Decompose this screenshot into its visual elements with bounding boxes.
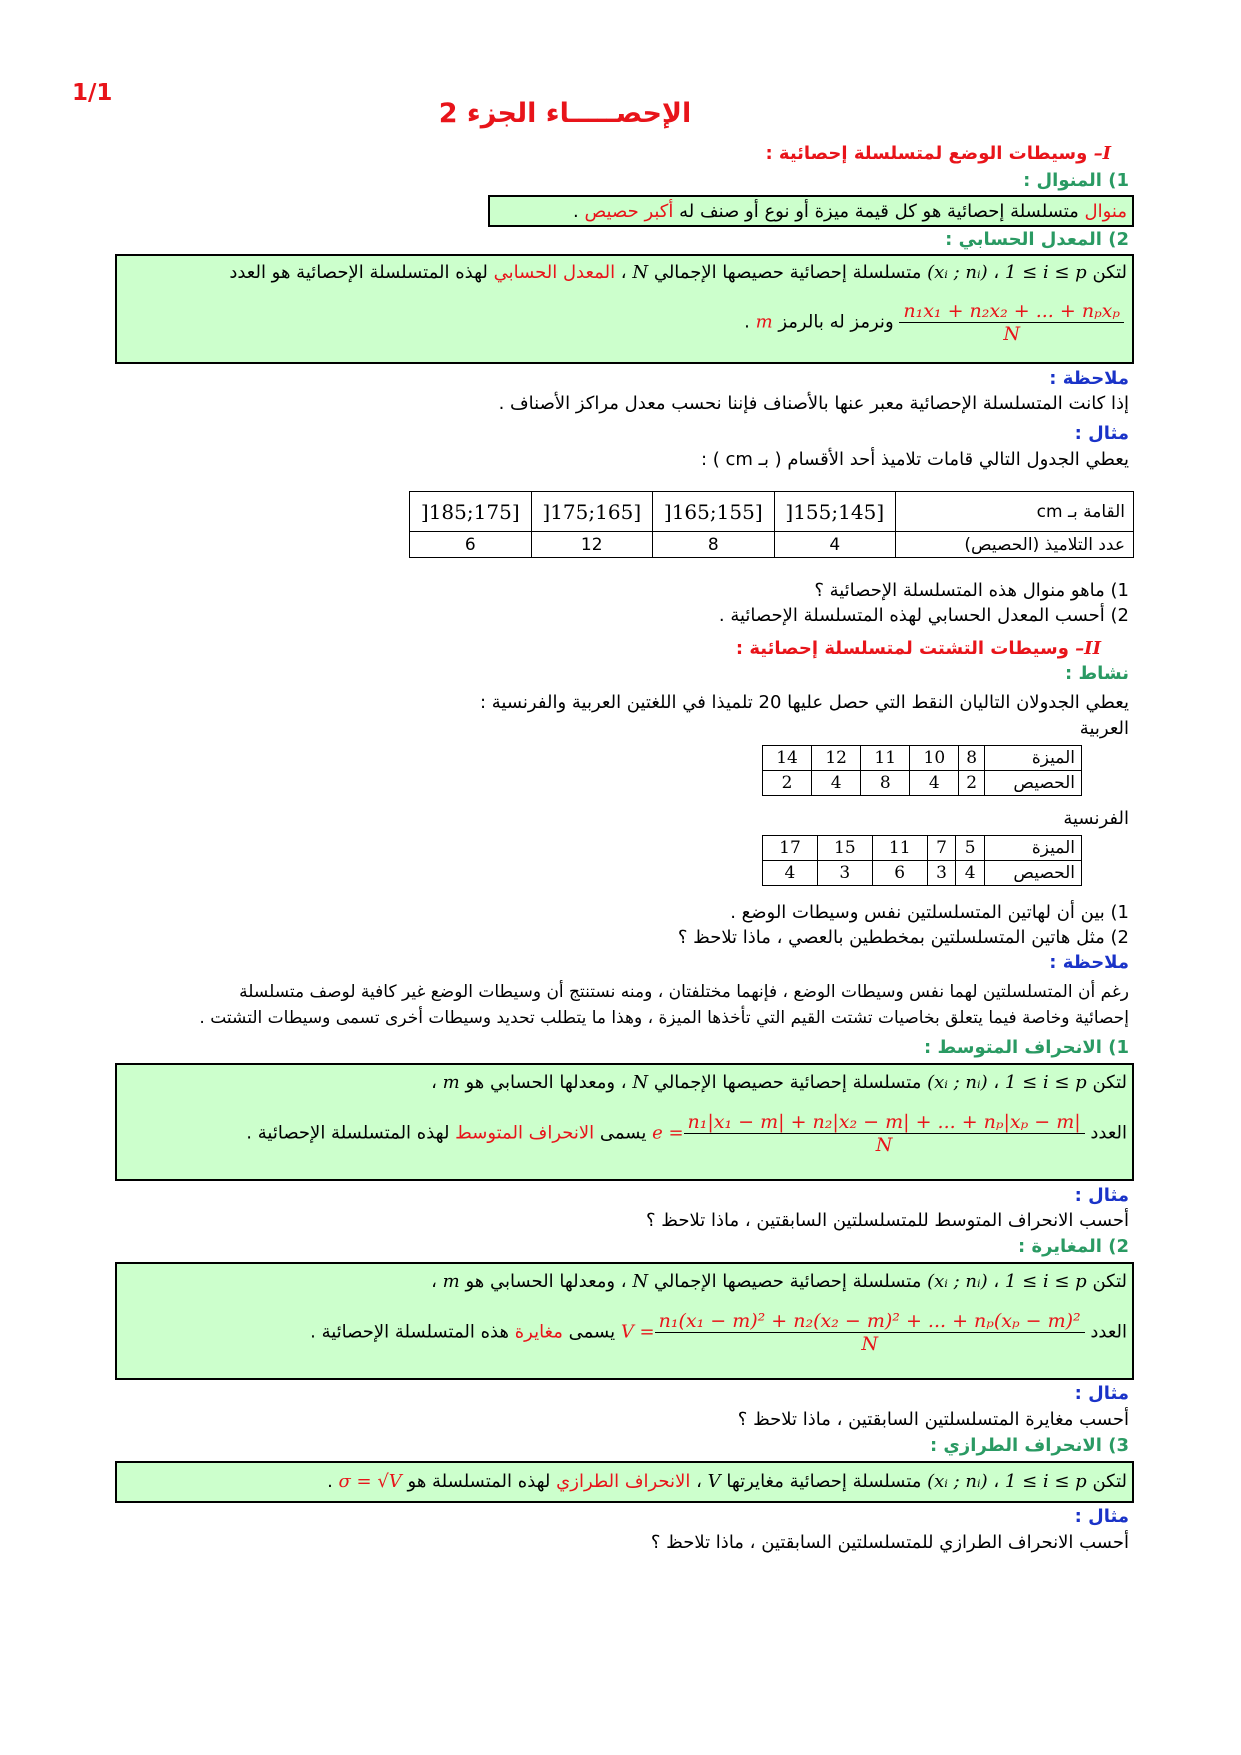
mean-formula-denominator: N <box>1003 323 1020 345</box>
mean-text-c: ، <box>615 262 633 283</box>
mad-line-1: لتكن (xᵢ ; nᵢ) ، 1 ≤ i ≤ p متسلسلة إحصائية حصيصها الإجمالي N ، ومعدلها الحسابي هو m ، <box>431 1072 1127 1093</box>
example-3-heading: مثال : <box>1074 1383 1129 1404</box>
variance-term: مغايرة <box>514 1321 563 1343</box>
heights-table-label-2: عدد التلاميذ (الحصيص) <box>896 532 1134 558</box>
std-text-b: متسلسلة إحصائية مغايرتها <box>720 1471 928 1492</box>
value-cell: 14 <box>763 746 812 771</box>
count-cell: 4 <box>774 532 896 558</box>
note-1-heading: ملاحظة : <box>1049 368 1129 389</box>
value-cell: 12 <box>812 746 861 771</box>
pair-symbol: (xᵢ ; nᵢ) <box>927 1271 988 1292</box>
variance-text-g: هذه المتسلسلة الإحصائية . <box>310 1321 515 1343</box>
example-2-text: أحسب الانحراف المتوسط للمتسلسلتين السابقتين ، ماذا تلاحظ ؟ <box>646 1210 1129 1231</box>
mad-formula-denominator: N <box>875 1134 893 1156</box>
variance-line-2 <box>310 1310 1127 1355</box>
mad-term: الانحراف المتوسط <box>455 1122 595 1144</box>
count-cell: 4 <box>956 861 985 886</box>
mean-term: المعدل الحسابي <box>493 262 616 283</box>
variance-line-1: لتكن (xᵢ ; nᵢ) ، 1 ≤ i ≤ p متسلسلة إحصائية حصيصها الإجمالي N ، ومعدلها الحسابي هو m ، <box>431 1271 1127 1292</box>
count-cell: 3 <box>927 861 956 886</box>
mad-formula <box>684 1111 1085 1156</box>
variance-lhs: V = <box>620 1321 655 1343</box>
page-number: 1/1 <box>72 80 113 106</box>
mode-text: متسلسلة إحصائية هو كل قيمة ميزة أو نوع أو صنف له <box>673 201 1085 222</box>
variance-formula-numerator: n₁(x₁ − m)² + n₂(x₂ − m)² + ... + nₚ(xₚ − m)² <box>655 1310 1085 1333</box>
value-cell: 15 <box>817 836 872 861</box>
value-cell: 11 <box>861 746 910 771</box>
count-cell: 4 <box>910 771 959 796</box>
section-2-number: II– <box>1075 638 1101 659</box>
value-cell: 5 <box>956 836 985 861</box>
example-1-heading: مثال : <box>1074 423 1129 444</box>
mad-heading: 1) الانحراف المتوسط : <box>924 1037 1129 1058</box>
std-text-d: لهذه المتسلسلة هو <box>401 1471 557 1492</box>
question-2: 2) أحسب المعدل الحسابي لهذه المتسلسلة الإحصائية . <box>718 605 1129 626</box>
french-table-row-counts <box>763 861 1082 886</box>
mean-formula <box>899 300 1124 345</box>
n-symbol: N <box>632 1271 649 1292</box>
mean-formula-numerator: n₁x₁ + n₂x₂ + ... + nₚxₚ <box>899 300 1124 323</box>
mode-definition-box <box>488 195 1134 227</box>
mode-definition <box>573 201 1127 222</box>
variance-formula <box>655 1310 1085 1355</box>
variance-definition-box <box>115 1262 1134 1380</box>
n-symbol: N <box>632 1072 649 1093</box>
std-line: لتكن (xᵢ ; nᵢ) ، 1 ≤ i ≤ p متسلسلة إحصائية مغايرتها V ، الانحراف الطرازي لهذه المتسلسلة هو σ = √V . <box>327 1471 1127 1492</box>
range-symbol: 1 ≤ i ≤ p <box>1004 262 1087 283</box>
range-symbol: 1 ≤ i ≤ p <box>1004 1072 1087 1093</box>
class-cell: [145;155[ <box>774 492 896 532</box>
std-formula: σ = √V <box>338 1471 402 1492</box>
count-cell: 6 <box>872 861 927 886</box>
note-2-line-2: إحصائية وخاصة فيما يتعلق بخاصيات تشتت القيم التي تأخذها الميزة ، وهذا ما يتطلب تحديد وسيطات أخرى تسمى وسيطات التشتت . <box>199 1008 1129 1028</box>
variance-text-b: متسلسلة إحصائية حصيصها الإجمالي <box>648 1271 928 1292</box>
mean-line-1: لتكن (xᵢ ; nᵢ) ، 1 ≤ i ≤ p متسلسلة إحصائية حصيصها الإجمالي N ، المعدل الحسابي لهذه المتسلسلة الإحصائية هو العدد <box>229 262 1127 283</box>
count-cell: 2 <box>763 771 812 796</box>
question-1: 1) ماهو منوال هذه المتسلسلة الإحصائية ؟ <box>814 580 1129 601</box>
mad-text-a: لتكن <box>1086 1072 1127 1093</box>
n-symbol: N <box>632 262 649 283</box>
range-symbol: 1 ≤ i ≤ p <box>1004 1471 1087 1492</box>
variance-heading: 2) المغايرة : <box>1018 1236 1129 1257</box>
class-cell: [175;185[ <box>410 492 532 532</box>
french-label: الفرنسية <box>1063 808 1129 829</box>
mad-text-g: لهذه المتسلسلة الإحصائية . <box>246 1122 456 1144</box>
count-cell: 12 <box>531 532 653 558</box>
note-2-heading: ملاحظة : <box>1049 952 1129 973</box>
std-term: الانحراف الطرازي <box>556 1471 691 1492</box>
std-end: . <box>327 1471 339 1492</box>
mad-formula-numerator: n₁|x₁ − m| + n₂|x₂ − m| + ... + nₚ|xₚ − m| <box>684 1111 1085 1134</box>
variance-text-f: يسمى <box>562 1321 621 1343</box>
value-cell: 8 <box>959 746 985 771</box>
value-cell: 10 <box>910 746 959 771</box>
activity-heading: نشاط : <box>1065 663 1129 684</box>
mad-line-2 <box>246 1111 1127 1156</box>
std-definition-box <box>115 1461 1134 1503</box>
mean-line-2 <box>744 300 1124 345</box>
class-cell: [165;175[ <box>531 492 653 532</box>
std-text-c: ، <box>690 1471 708 1492</box>
french-table-label-1: الميزة <box>985 836 1082 861</box>
std-text-a: لتكن <box>1086 1471 1127 1492</box>
variance-text-e: العدد <box>1084 1321 1127 1343</box>
mean-end: . <box>744 311 756 333</box>
arabic-table <box>762 745 1082 796</box>
count-cell: 8 <box>861 771 910 796</box>
variance-text-a: لتكن <box>1086 1271 1127 1292</box>
mad-text-d: ، <box>431 1072 443 1093</box>
m-symbol: m <box>442 1072 460 1093</box>
note-2-line-1: رغم أن المتسلسلتين لهما نفس وسيطات الوضع ، فإنهما مختلفتان ، ومنه نستنتج أن وسيطات الوضع غير كافية لوصف متسلسلة <box>239 982 1129 1002</box>
activity-text: يعطي الجدولان التاليان النقط التي حصل عليها 20 تلميذا في اللغتين العربية والفرنسية : <box>480 692 1129 713</box>
value-cell: 11 <box>872 836 927 861</box>
section-2-title: وسيطات التشتت لمتسلسلة إحصائية : <box>735 638 1076 659</box>
page-title: الإحصـــــاء الجزء 2 <box>438 98 692 129</box>
activity-question-1: 1) بين أن لهاتين المتسلسلتين نفس وسيطات الوضع . <box>730 902 1129 923</box>
mad-definition-box <box>115 1063 1134 1181</box>
mode-heading: 1) المنوال : <box>1023 170 1129 191</box>
mean-definition-box <box>115 254 1134 364</box>
mode-term: منوال <box>1084 201 1127 222</box>
example-3-text: أحسب مغايرة المتسلسلتين السابقتين ، ماذا تلاحظ ؟ <box>737 1409 1129 1430</box>
mean-text-a: لتكن <box>1086 262 1127 283</box>
example-4-heading: مثال : <box>1074 1506 1129 1527</box>
mean-text-b: متسلسلة إحصائية حصيصها الإجمالي <box>648 262 928 283</box>
mean-text-e: ونرمز له بالرمز <box>772 311 900 333</box>
french-table-label-2: الحصيص <box>985 861 1082 886</box>
arabic-table-row-counts <box>763 771 1082 796</box>
variance-text-c: ، ومعدلها الحسابي هو <box>459 1271 633 1292</box>
class-cell: [155;165[ <box>653 492 775 532</box>
arabic-table-row-values <box>763 746 1082 771</box>
heights-table-row-counts <box>410 532 1134 558</box>
mad-lhs: e = <box>652 1122 684 1144</box>
section-1-number: I– <box>1093 143 1111 164</box>
m-symbol: m <box>442 1271 460 1292</box>
mean-heading: 2) المعدل الحسابي : <box>945 229 1129 250</box>
section-1-heading <box>765 143 1111 164</box>
heights-table-row-classes <box>410 492 1134 532</box>
value-cell: 17 <box>763 836 818 861</box>
mad-text-b: متسلسلة إحصائية حصيصها الإجمالي <box>648 1072 928 1093</box>
mean-text-d: لهذه المتسلسلة الإحصائية هو العدد <box>229 262 494 283</box>
mad-text-e: العدد <box>1084 1122 1127 1144</box>
count-cell: 4 <box>812 771 861 796</box>
arabic-table-label-2: الحصيص <box>985 771 1082 796</box>
std-heading: 3) الانحراف الطرازي : <box>929 1435 1129 1456</box>
v-symbol: V <box>707 1471 721 1492</box>
mad-text-f: يسمى <box>594 1122 653 1144</box>
mode-end: . <box>573 201 585 222</box>
french-table <box>762 835 1082 886</box>
count-cell: 6 <box>410 532 532 558</box>
pair-symbol: (xᵢ ; nᵢ) <box>927 1072 988 1093</box>
section-1-title: وسيطات الوضع لمتسلسلة إحصائية : <box>765 143 1094 164</box>
french-table-row-values <box>763 836 1082 861</box>
value-cell: 7 <box>927 836 956 861</box>
variance-formula-denominator: N <box>861 1333 878 1355</box>
section-2-heading <box>736 638 1101 659</box>
range-symbol: 1 ≤ i ≤ p <box>1004 1271 1087 1292</box>
pair-symbol: (xᵢ ; nᵢ) <box>927 262 988 283</box>
example-4-text: أحسب الانحراف الطرازي للمتسلسلتين السابقتين ، ماذا تلاحظ ؟ <box>650 1532 1129 1553</box>
pair-symbol: (xᵢ ; nᵢ) <box>927 1471 988 1492</box>
heights-table-label-1: القامة بـ cm <box>896 492 1134 532</box>
note-1-text: إذا كانت المتسلسلة الإحصائية معبر عنها بالأصناف فإننا نحسب معدل مراكز الأصناف . <box>498 393 1129 414</box>
variance-text-d: ، <box>431 1271 443 1292</box>
arabic-table-label-1: الميزة <box>985 746 1082 771</box>
example-1-text: يعطي الجدول التالي قامات تلاميذ أحد الأقسام ( بـ cm ) : <box>700 449 1129 470</box>
arabic-label: العربية <box>1079 718 1129 739</box>
count-cell: 8 <box>653 532 775 558</box>
count-cell: 2 <box>959 771 985 796</box>
count-cell: 4 <box>763 861 818 886</box>
example-2-heading: مثال : <box>1074 1185 1129 1206</box>
activity-question-2: 2) مثل هاتين المتسلسلتين بمخططين بالعصي ، ماذا تلاحظ ؟ <box>677 927 1129 948</box>
count-cell: 3 <box>817 861 872 886</box>
mean-symbol: m <box>755 311 773 333</box>
heights-table <box>409 491 1134 558</box>
mad-text-c: ، ومعدلها الحسابي هو <box>459 1072 633 1093</box>
mode-term-2: أكبر حصيص <box>584 201 674 222</box>
